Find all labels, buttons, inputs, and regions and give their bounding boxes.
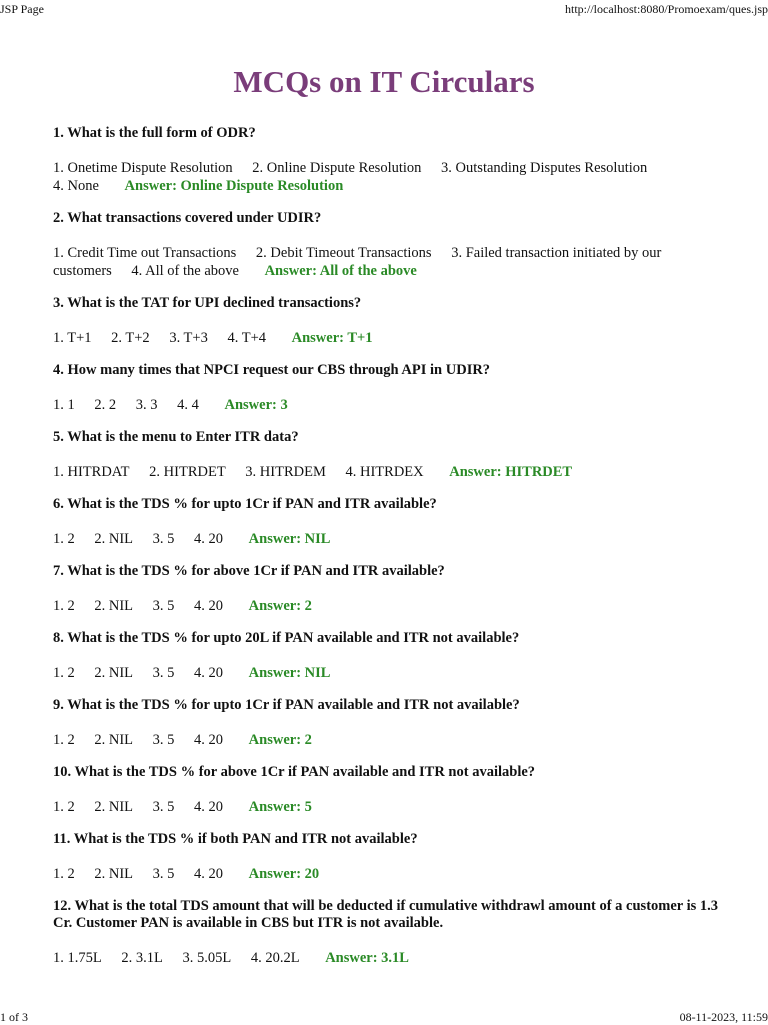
option: 3. 5.05L	[182, 950, 232, 966]
option: 2. NIL	[94, 732, 134, 748]
options-line	[53, 396, 725, 414]
option: 1. HITRDAT	[53, 464, 130, 480]
option: 2. NIL	[94, 531, 134, 547]
question-item	[53, 764, 725, 816]
answer: Answer: 2	[248, 598, 312, 614]
option: 3. 5	[152, 598, 175, 614]
print-footer-datetime: 08-11-2023, 11:59	[679, 1010, 768, 1024]
option: 1. 2	[53, 598, 75, 614]
question-item	[53, 210, 725, 280]
question-item	[53, 630, 725, 682]
option: 1. 1	[53, 397, 75, 413]
option: 2. NIL	[94, 799, 134, 815]
option: 1. T+1	[53, 330, 92, 346]
option: 1. 2	[53, 665, 75, 681]
option: 3. 5	[152, 799, 175, 815]
option: 1. 2	[53, 732, 75, 748]
question-item	[53, 362, 725, 414]
question-text: 12. What is the total TDS amount that will be deducted if cumulative withdrawl amount of a customer is 1.3 Cr. Customer PAN is available in CBS but ITR is not available.	[53, 898, 719, 931]
options-line	[53, 664, 725, 682]
option: 4. 4	[177, 397, 199, 413]
option: 4. HITRDEX	[345, 464, 424, 480]
question-text: 4. How many times that NPCI request our CBS through API in UDIR?	[53, 362, 491, 378]
option: 4. 20.2L	[250, 950, 300, 966]
option: 4. All of the above	[131, 263, 239, 279]
option: 1. Credit Time out Transactions	[53, 245, 237, 261]
option: 4. 20	[194, 665, 224, 681]
option: 2. HITRDET	[149, 464, 226, 480]
option: 1. 1.75L	[53, 950, 102, 966]
option: 4. 20	[194, 866, 224, 882]
question-item	[53, 563, 725, 615]
option: 3. 5	[152, 531, 175, 547]
options-line	[53, 865, 725, 883]
question-item	[53, 496, 725, 548]
answer: Answer: 3	[224, 397, 288, 413]
print-header-url: http://localhost:8080/Promoexam/ques.jsp	[565, 2, 768, 16]
option: 4. 20	[194, 732, 224, 748]
option: 3. HITRDEM	[245, 464, 326, 480]
option: 3. Failed transaction initiated by our customers	[53, 245, 662, 279]
option: 2. Online Dispute Resolution	[252, 160, 422, 176]
question-item	[53, 429, 725, 481]
print-footer-page-count: 1 of 3	[0, 1010, 28, 1024]
option: 1. 2	[53, 799, 75, 815]
answer: Answer: 2	[248, 732, 312, 748]
print-header-page-title: JSP Page	[0, 2, 44, 16]
option: 4. T+4	[227, 330, 266, 346]
question-text: 7. What is the TDS % for above 1Cr if PAN and ITR available?	[53, 563, 445, 579]
question-text: 11. What is the TDS % if both PAN and ITR not available?	[53, 831, 418, 847]
question-item	[53, 831, 725, 883]
question-list	[53, 125, 725, 982]
question-text: 9. What is the TDS % for upto 1Cr if PAN available and ITR not available?	[53, 697, 520, 713]
option: 1. 2	[53, 866, 75, 882]
option: 2. 2	[94, 397, 117, 413]
question-text: 6. What is the TDS % for upto 1Cr if PAN and ITR available?	[53, 496, 437, 512]
question-text: 2. What transactions covered under UDIR?	[53, 210, 322, 226]
answer: Answer: T+1	[291, 330, 373, 346]
question-item	[53, 125, 725, 195]
answer: Answer: NIL	[248, 665, 331, 681]
answer: Answer: HITRDET	[449, 464, 573, 480]
options-line	[53, 731, 725, 749]
options-line	[53, 798, 725, 816]
options-line	[53, 949, 725, 967]
question-text: 3. What is the TAT for UPI declined transactions?	[53, 295, 362, 311]
options-line	[53, 597, 725, 615]
options-line	[53, 244, 725, 280]
option: 3. 3	[135, 397, 158, 413]
option: 3. T+3	[169, 330, 208, 346]
answer: Answer: All of the above	[264, 263, 417, 279]
question-text: 10. What is the TDS % for above 1Cr if PAN available and ITR not available?	[53, 764, 536, 780]
option: 2. 3.1L	[121, 950, 163, 966]
option: 3. 5	[152, 665, 175, 681]
options-line	[53, 329, 725, 347]
option: 2. NIL	[94, 866, 134, 882]
answer: Answer: Online Dispute Resolution	[124, 178, 344, 194]
question-item	[53, 898, 725, 967]
option: 3. 5	[152, 866, 175, 882]
answer: Answer: 20	[248, 866, 320, 882]
option: 1. Onetime Dispute Resolution	[53, 160, 233, 176]
options-line	[53, 159, 725, 195]
option: 2. NIL	[94, 665, 134, 681]
option: 3. 5	[152, 732, 175, 748]
options-line	[53, 463, 725, 481]
question-text: 1. What is the full form of ODR?	[53, 125, 256, 141]
option: 2. Debit Timeout Transactions	[255, 245, 432, 261]
option: 4. 20	[194, 598, 224, 614]
page-title: MCQs on IT Circulars	[233, 64, 535, 99]
answer: Answer: 5	[248, 799, 312, 815]
answer: Answer: NIL	[248, 531, 331, 547]
option: 2. T+2	[111, 330, 150, 346]
option: 4. None	[53, 178, 99, 194]
option: 4. 20	[194, 531, 224, 547]
option: 1. 2	[53, 531, 75, 547]
question-text: 5. What is the menu to Enter ITR data?	[53, 429, 299, 445]
question-text: 8. What is the TDS % for upto 20L if PAN available and ITR not available?	[53, 630, 520, 646]
options-line	[53, 530, 725, 548]
answer: Answer: 3.1L	[325, 950, 409, 966]
question-item	[53, 697, 725, 749]
option: 2. NIL	[94, 598, 134, 614]
option: 4. 20	[194, 799, 224, 815]
question-item	[53, 295, 725, 347]
option: 3. Outstanding Disputes Resolution	[441, 160, 648, 176]
